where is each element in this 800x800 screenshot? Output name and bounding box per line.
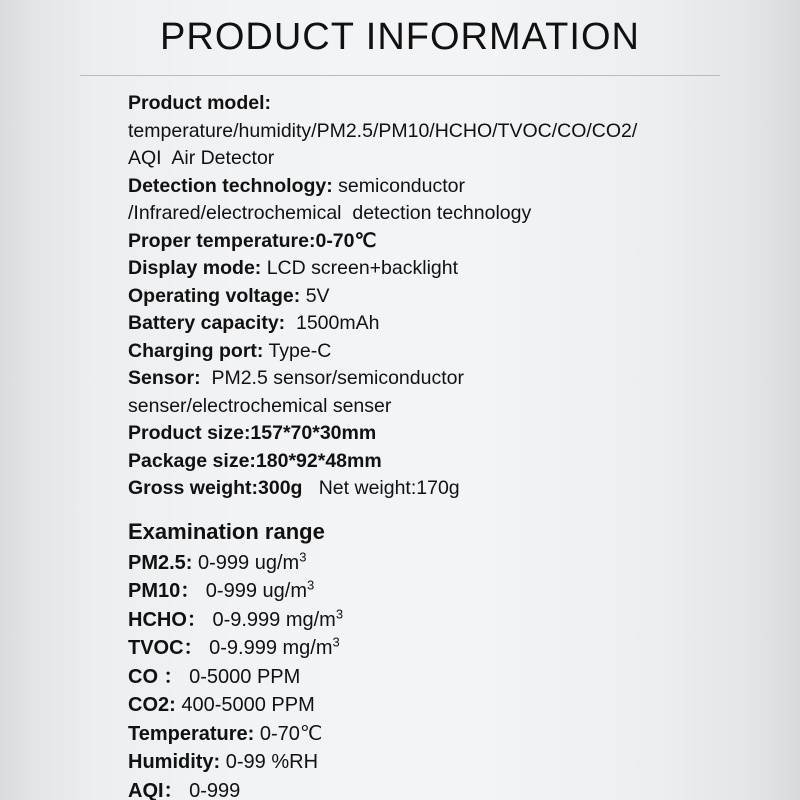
range-unit-exponent: 3 [306, 577, 315, 593]
section-spacer [128, 503, 704, 507]
range-unit-exponent: 3 [299, 548, 307, 564]
range-value: 0-9.999 mg/m [206, 608, 336, 631]
range-row [128, 720, 704, 749]
spec-row [128, 283, 704, 311]
range-row [128, 549, 704, 578]
spec-row [128, 448, 704, 476]
range-label: HCHO： [128, 608, 207, 631]
range-row [128, 577, 704, 606]
spec-row [128, 393, 704, 421]
spec-label: Package size:180*92*48mm [128, 449, 382, 472]
spec-row [128, 255, 704, 283]
range-value: 0-9.999 mg/m [203, 637, 333, 659]
range-value: 0-5000 PPM [183, 665, 301, 688]
range-value: 0-999 ug/m [200, 580, 307, 602]
spec-row [128, 475, 704, 503]
range-label: TVOC： [128, 637, 204, 659]
range-unit-exponent: 3 [332, 634, 340, 650]
range-label: Humidity: [128, 751, 221, 773]
spec-row [128, 145, 704, 173]
spec-value: LCD screen+backlight [261, 257, 459, 279]
range-label: AQI： [128, 779, 184, 800]
spec-label: Battery capacity: [128, 312, 286, 334]
range-value: 400-5000 PPM [175, 694, 315, 716]
spec-row [128, 310, 704, 338]
spec-value: Net weight:170g [302, 477, 460, 499]
range-value: 0-999 [183, 779, 241, 800]
range-label: Temperature: [128, 722, 255, 745]
range-label: PM10： [128, 580, 201, 602]
range-value: 0-70℃ [254, 722, 323, 745]
spec-label: Gross weight:300g [128, 477, 303, 499]
spec-value: 5V [300, 284, 330, 307]
spec-row [128, 365, 704, 393]
spec-row [128, 228, 704, 256]
spec-row [128, 173, 704, 201]
spec-value: /Infrared/electrochemical detection technology [128, 202, 532, 224]
range-row [128, 691, 704, 720]
examination-range-list [128, 549, 704, 800]
spec-row [128, 420, 704, 448]
spec-label: Charging port: [128, 339, 264, 362]
range-row [128, 606, 704, 635]
spec-value: Type-C [263, 339, 332, 362]
range-label: PM2.5: [128, 551, 193, 574]
spec-value: semiconductor [332, 174, 465, 197]
spec-row [128, 200, 704, 228]
spec-value: PM2.5 sensor/semiconductor [200, 367, 464, 389]
spec-label: Product size:157*70*30mm [128, 422, 377, 444]
spec-label: Sensor: [128, 367, 201, 389]
range-row [128, 634, 704, 663]
page-title: PRODUCT INFORMATION [160, 16, 640, 58]
spec-label: Product model: [128, 92, 272, 114]
range-row [128, 748, 704, 777]
spec-value: senser/electrochemical senser [128, 394, 392, 417]
spec-value: 1500mAh [285, 312, 380, 334]
range-value: 0-999 ug/m [192, 551, 300, 574]
spec-label: Proper temperature:0-70℃ [128, 229, 377, 252]
spec-row [128, 338, 704, 366]
range-label: CO ： [128, 665, 184, 688]
range-row [128, 777, 704, 800]
spec-label: Display mode: [128, 257, 262, 279]
range-label: CO2: [128, 694, 176, 716]
spec-row [128, 118, 704, 146]
range-row [128, 663, 704, 692]
range-value: 0-99 %RH [220, 751, 319, 773]
spec-value: temperature/humidity/PM2.5/PM10/HCHO/TVOC/CO/CO2/ [128, 119, 638, 142]
spec-label: Detection technology: [128, 174, 333, 197]
examination-range-heading: Examination range [128, 518, 325, 544]
spec-list [128, 90, 704, 503]
spec-label: Operating voltage: [128, 284, 301, 307]
spec-row [128, 90, 704, 118]
specs-section [0, 76, 800, 800]
range-unit-exponent: 3 [335, 605, 344, 621]
spec-value: AQI Air Detector [128, 147, 275, 169]
